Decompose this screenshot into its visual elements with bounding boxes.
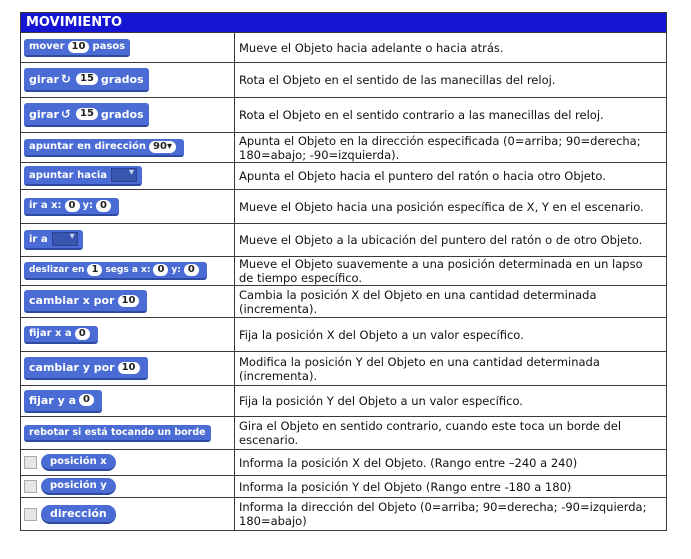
row-description: Apunta el Objeto hacia el puntero del ratón o hacia otro Objeto. (239, 169, 606, 183)
row-description: Apunta el Objeto en la dirección especificada (0=arriba; 90=derecha; 180=abajo; -90=izquierda). (239, 133, 641, 162)
row-description: Mueve el Objeto suavemente a una posición determinada en un lapso de tiempo específico. (239, 257, 643, 285)
set-x-block[interactable]: fijar x a 0 (24, 326, 98, 344)
row-description: Informa la posición X del Objeto. (Rango entre –240 a 240) (239, 455, 578, 470)
movement-blocks-table (20, 12, 667, 531)
row-description: Rota el Objeto en el sentido de las manecillas del reloj. (239, 73, 556, 87)
table-row (21, 62, 666, 97)
row-description: Informa la dirección del Objeto (0=arriba; 90=derecha; -90=izquierda; 180=abajo) (239, 500, 647, 528)
go-to-xy-block[interactable]: ir a x: 0 y: 0 (24, 198, 119, 216)
table-row (21, 162, 666, 189)
checkbox-icon[interactable] (24, 456, 37, 469)
x-position-reporter[interactable]: posición x (41, 454, 116, 471)
glide-block[interactable]: deslizar en 1 segs a x: 0 y: 0 (24, 262, 207, 280)
row-description: Cambia la posición X del Objeto en una cantidad determinada (incrementa). (239, 287, 597, 316)
row-description: Informa la posición Y del Objeto (Rango entre -180 a 180) (239, 479, 572, 494)
row-description: Mueve el Objeto hacia adelante o hacia atrás. (239, 40, 504, 55)
table-row (21, 223, 666, 256)
y-position-reporter[interactable]: posición y (41, 478, 116, 495)
row-description: Modifica la posición Y del Objeto en una cantidad determinada (incrementa). (239, 354, 600, 383)
row-description: Fija la posición X del Objeto a un valor específico. (239, 327, 524, 342)
dropdown-icon[interactable] (52, 232, 78, 246)
table-row (21, 385, 666, 416)
table-row (21, 416, 666, 449)
table-row (21, 285, 666, 317)
turn-counterclockwise-block[interactable]: girar ↺ 15 grados (24, 103, 149, 127)
rotate-clockwise-icon: ↻ (60, 72, 71, 86)
set-y-block[interactable]: fijar y a 0 (24, 390, 102, 413)
table-row (21, 256, 666, 285)
row-description: Rota el Objeto en el sentido contrario a las manecillas del reloj. (239, 108, 604, 122)
checkbox-icon[interactable] (24, 508, 37, 521)
table-row (21, 351, 666, 385)
change-x-block[interactable]: cambiar x por 10 (24, 290, 147, 313)
row-description: Mueve el Objeto hacia una posición específica de X, Y en el escenario. (239, 199, 644, 214)
table-row (21, 189, 666, 223)
checkbox-icon[interactable] (24, 480, 37, 493)
dropdown-icon[interactable] (111, 168, 137, 182)
turn-clockwise-block[interactable]: girar ↻ 15 grados (24, 68, 149, 92)
table-row (21, 475, 666, 497)
point-towards-block[interactable]: apuntar hacia ▾ (24, 166, 142, 186)
table-row (21, 317, 666, 351)
table-row (21, 449, 666, 475)
table-row (21, 497, 666, 530)
table-row (21, 132, 666, 162)
bounce-on-edge-block[interactable]: rebotar si está tocando un borde (24, 425, 211, 442)
change-y-block[interactable]: cambiar y por 10 (24, 357, 148, 380)
row-description: Gira el Objeto en sentido contrario, cuando este toca un borde del escenario. (239, 419, 622, 447)
move-steps-block[interactable]: mover 10 pasos (24, 39, 130, 57)
row-description: Fija la posición Y del Objeto a un valor específico. (239, 394, 523, 408)
table-row (21, 33, 666, 62)
direction-reporter[interactable]: dirección (41, 505, 116, 524)
rotate-counterclockwise-icon: ↺ (60, 107, 71, 121)
point-direction-block[interactable]: apuntar en dirección 90▾ (24, 139, 184, 157)
row-description: Mueve el Objeto a la ubicación del puntero del ratón o de otro Objeto. (239, 233, 643, 247)
table-header: MOVIMIENTO (21, 13, 666, 33)
table-row (21, 97, 666, 132)
go-to-block[interactable]: ir a ▾ (24, 230, 83, 250)
